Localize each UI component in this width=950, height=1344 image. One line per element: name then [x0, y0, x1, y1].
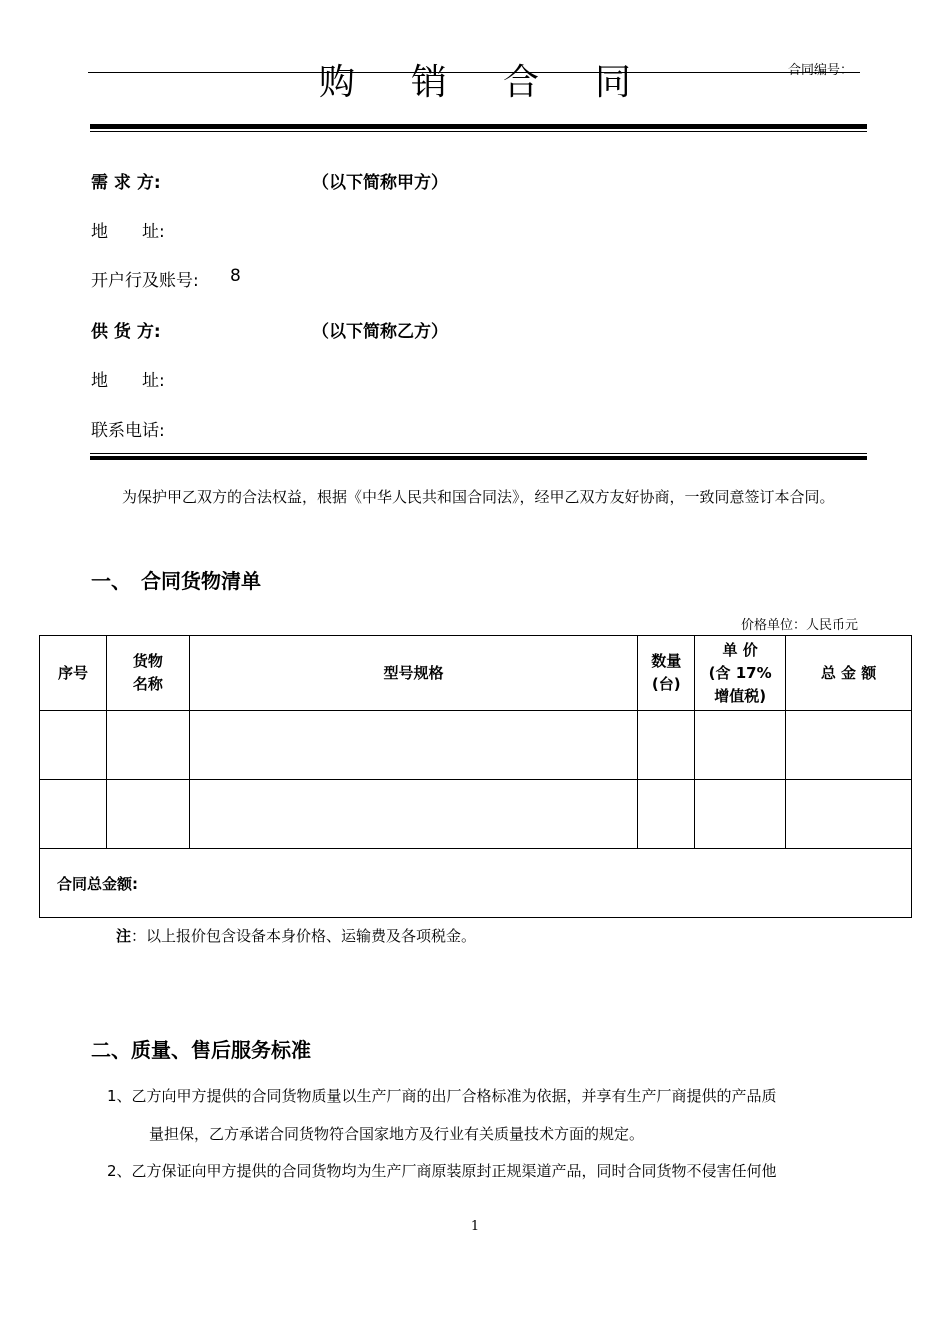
header-price-line2: (含 17% — [708, 663, 772, 682]
cell-price — [695, 711, 786, 780]
parties-divider-thick — [90, 456, 867, 460]
cell-qty — [638, 780, 695, 849]
table-total-row — [40, 849, 912, 918]
header-price-line1: 单 价 — [722, 640, 758, 659]
section2-title: 二、质量、售后服务标准 — [91, 1038, 311, 1062]
document-title: 购销合同 — [318, 62, 687, 103]
title-divider-thin — [90, 131, 867, 132]
cell-no — [40, 780, 107, 849]
title-divider-thick — [90, 124, 867, 129]
buyer-label: 需 求 方: — [91, 173, 161, 193]
section1-title: 一、 合同货物清单 — [91, 569, 261, 593]
note-label: 注 — [116, 927, 132, 945]
header-no: 序号 — [40, 636, 107, 711]
cell-name — [106, 780, 189, 849]
header-name — [106, 636, 189, 711]
header-name-line2: 名称 — [132, 675, 163, 693]
cell-total — [786, 780, 912, 849]
note-text: ：以上报价包含设备本身价格、运输费及各项税金。 — [131, 927, 477, 945]
buyer-address-label: 地 址: — [91, 222, 165, 242]
seller-label: 供 货 方: — [91, 322, 161, 342]
header-spec: 型号规格 — [189, 636, 637, 711]
buyer-bank-value: 8 — [230, 266, 241, 286]
cell-price — [695, 780, 786, 849]
seller-address-label: 地 址: — [91, 371, 165, 391]
header-price — [695, 636, 786, 711]
quality-item-1-line1: 1、乙方向甲方提供的合同货物质量以生产厂商的出厂合格标准为依据，并享有生产厂商提供的产品质 — [107, 1087, 777, 1105]
header-price-line3: 增值税) — [714, 686, 767, 705]
seller-note: （以下简称乙方） — [312, 322, 448, 342]
cell-spec — [189, 711, 637, 780]
buyer-bank-label: 开户行及账号: — [91, 271, 199, 291]
contract-total-label: 合同总金额: — [40, 849, 912, 918]
parties-divider-thin — [90, 453, 867, 454]
contract-number-label: 合同编号： — [788, 63, 854, 78]
header-qty — [638, 636, 695, 711]
page-number: 1 — [470, 1219, 480, 1234]
cell-name — [106, 711, 189, 780]
price-note — [116, 925, 476, 946]
buyer-note: （以下简称甲方） — [312, 173, 448, 193]
table-row — [40, 780, 912, 849]
quality-item-2-line1: 2、乙方保证向甲方提供的合同货物均为生产厂商原装原封正规渠道产品，同时合同货物不侵害任何他 — [107, 1162, 777, 1180]
table-row — [40, 711, 912, 780]
header-qty-line2: (台) — [651, 675, 681, 693]
quality-item-1-line2: 量担保，乙方承诺合同货物符合国家地方及行业有关质量技术方面的规定。 — [149, 1125, 645, 1143]
goods-table — [39, 635, 912, 918]
intro-paragraph: 为保护甲乙双方的合法权益，根据《中华人民共和国合同法》，经甲乙双方友好协商，一致同意签订本合同。 — [122, 488, 835, 506]
header-total: 总 金 额 — [786, 636, 912, 711]
header-name-line1: 货物 — [132, 652, 163, 670]
cell-total — [786, 711, 912, 780]
cell-no — [40, 711, 107, 780]
price-unit-label: 价格单位：人民币元 — [740, 618, 858, 633]
seller-phone-label: 联系电话: — [91, 421, 165, 441]
goods-table-header — [40, 636, 912, 711]
cell-qty — [638, 711, 695, 780]
header-qty-line1: 数量 — [651, 652, 682, 670]
cell-spec — [189, 780, 637, 849]
